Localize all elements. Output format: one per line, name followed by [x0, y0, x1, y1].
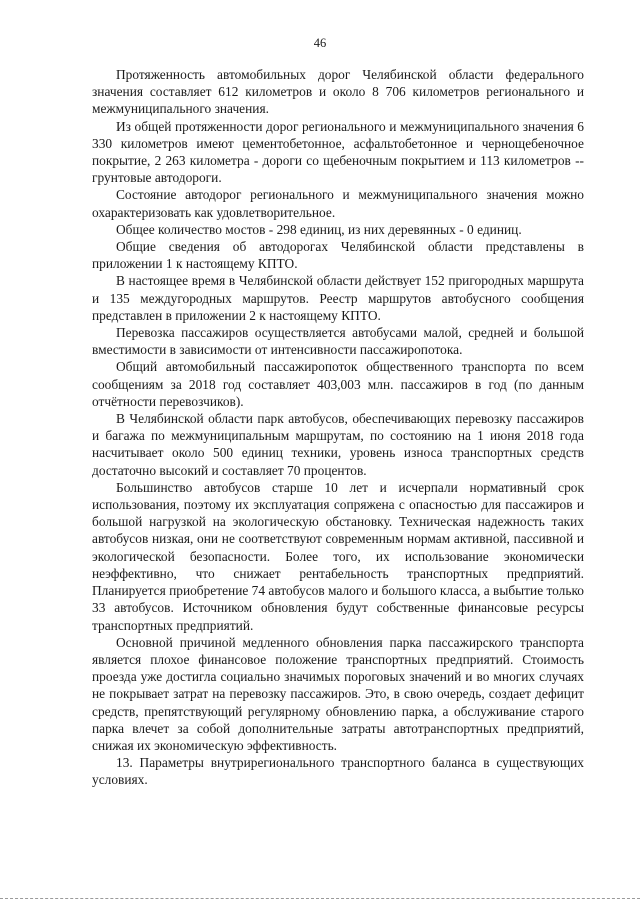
paragraph-bus-fleet: В Челябинской области парк автобусов, обеспечивающих перевозку пассажиров и багажа по межмуниципальным маршрутам, по состоянию на 1 июня 2018 года насчитывает около 500 единиц техники, уровень износа транспортных средств достаточно высокий и составляет 70 процентов. [92, 411, 584, 478]
paragraph-fleet-renewal: Основной причиной медленного обновления парка пассажирского транспорта является плохое финансовое положение транспортных предприятий. Стоимость проезда уже достигла социально значимых пороговых значений и во многих случаях не покрывает затрат на перевозку пассажиров. Это, в свою очередь, создает дефицит средств, препятствующий регулярному обновлению парка, а обслуживание старого парка влечет за собой дополнительные затраты автотранспортных предприятий, снижая их экономическую эффективность. [92, 634, 584, 753]
section-heading-13: 13. Параметры внутрирегионального транспортного баланса в существующих условиях. [92, 755, 584, 788]
body-text [92, 66, 584, 789]
paragraph-bus-capacity: Перевозка пассажиров осуществляется автобусами малой, средней и большой вместимости в зависимости от интенсивности пассажиропотока. [92, 325, 584, 358]
paragraph-road-surface: Из общей протяженности дорог регионального и межмуниципального значения 6 330 километров имеют цементобетонное, асфальтобетонное и чернощебеночное покрытие, 2 263 километра - дороги со щебеночным покрытием и 113 километров -- грунтовые автодороги. [92, 118, 584, 186]
paragraph-road-condition: Состояние автодорог регионального и межмуниципального значения можно охарактеризовать как удовлетворительное. [92, 187, 584, 220]
page-bottom-edge [0, 898, 640, 900]
paragraph-routes: В настоящее время в Челябинской области действует 152 пригородных маршрута и 135 междугородных маршрутов. Реестр маршрутов автобусного сообщения представлен в приложении 2 к настоящему КПТО. [92, 273, 584, 323]
paragraph-appendix-1: Общие сведения об автодорогах Челябинской области представлены в приложении 1 к настоящему КПТО. [92, 239, 584, 272]
paragraph-passenger-flow: Общий автомобильный пассажиропоток общественного транспорта по всем сообщениям за 2018 год составляет 403,003 млн. пассажиров в год (по данным отчётности перевозчиков). [92, 359, 584, 409]
paragraph-bus-age: Большинство автобусов старше 10 лет и исчерпали нормативный срок использования, поэтому их эксплуатация сопряжена с опасностью для пассажиров и большой нагрузкой на экологическую обстановку. Техническая надежность таких автобусов низкая, они не соответствуют современным нормам активной, пассивной и экологической безопасности. Более того, их использование экономически неэффективно, что снижает рентабельность транспортных предприятий. Планируется приобретение 74 автобусов малого и большого класса, а выбытие только 33 автобусов. Источником обновления будут собственные финансовые ресурсы транспортных предприятий. [92, 479, 584, 633]
page-number: 46 [313, 36, 327, 50]
paragraph-road-length: Протяженность автомобильных дорог Челябинской области федерального значения составляет 612 километров и около 8 706 километров регионального и межмуниципального значения. [92, 67, 584, 117]
paragraph-bridges: Общее количество мостов - 298 единиц, из них деревянных - 0 единиц. [116, 221, 522, 237]
